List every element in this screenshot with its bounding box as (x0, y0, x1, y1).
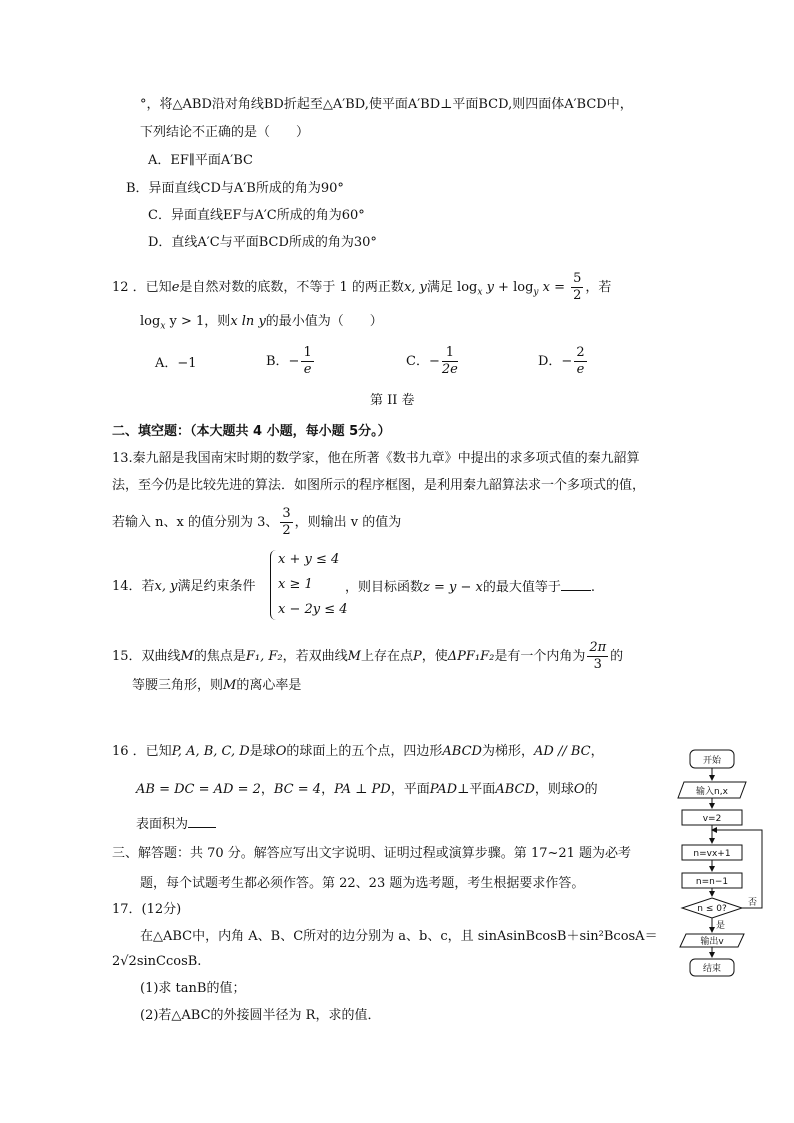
flow-output-label: 输出v (700, 937, 724, 947)
q13-line2: 法，至今仍是比较先进的算法．如图所示的程序框图，是利用秦九韶算法求一个多项式的值， (112, 478, 646, 493)
q13-line1: 13.秦九韶是我国南宋时期的数学家，他在所著《数书九章》中提出的求多项式值的秦九韶算 (112, 451, 640, 466)
q17-line1: 在△ABC中，内角 A、B、C所对的边分别为 a、b、c，且 sinAsinBcosB＋sin²BcosA＝ (140, 929, 658, 944)
q11-line1: °，将△ABD沿对角线BD折起至△A′BD,使平面A′BD⊥平面BCD,则四面体A′BCD中， (140, 97, 633, 112)
q14-constraint-3: x − 2y ≤ 4 (278, 602, 348, 617)
q12-fraction: $\frac{5}{2}$ (573, 271, 582, 303)
flow-init-label: v=2 (702, 814, 722, 824)
flow-step2-label: n=n−1 (695, 877, 729, 887)
flow-start-label: 开始 (702, 756, 722, 766)
q11-line2: 下列结论不正确的是（ ） (140, 125, 310, 140)
section3-line2: 题，每个试题考生都必须作答。第 22、23 题为选考题，考生根据要求作答。 (140, 876, 585, 891)
section2-header: 二、填空题：（本大题共 4 小题，每小题 5分。） (112, 424, 391, 439)
q12-option-c: C．− $\frac{1}{2e}$ (406, 345, 458, 377)
flow-yes-label: 是 (716, 921, 726, 931)
q11-option-c: C．异面直线EF与A′C所成的角为60° (148, 208, 365, 223)
q16-line1: 16 ．已知P, A, B, C, D是球O的球面上的五个点，四边形ABCD为梯形，AD // BC， (112, 744, 604, 759)
q17-line2: 2√2sinCcosB. (112, 954, 202, 969)
q12-line1: 12 ．已知e是自然对数的底数，不等于 1 的两正数x, y满足 $\log_x y + \log_y x$ = $\frac{5}{2}$ ，若 (112, 271, 612, 303)
q15-line2: 等腰三角形，则M的离心率是 (132, 678, 302, 693)
part2-title: 第 II 卷 (370, 393, 415, 408)
q11-option-a: A．EF∥平面A′BC (148, 153, 253, 168)
q17-sub2: (2)若△ABC的外接圆半径为 R，求的值． (140, 1008, 381, 1023)
section3-line1: 三、解答题：共 70 分。解答应写出文字说明、证明过程或演算步骤。第 17~21 题为必考 (112, 846, 632, 861)
q17-head: 17．(12分) (112, 902, 182, 917)
flowchart (670, 746, 780, 986)
flow-condition-label: n ≤ 0? (697, 904, 727, 914)
q17-sub1: (1)求 tanB的值； (140, 981, 246, 996)
q14-line: 14．若x, y满足约束条件 (112, 579, 256, 594)
q11-option-b: B．异面直线CD与A′B所成的角为90° (126, 181, 344, 196)
q12-option-b: B．− $\frac{1}{e}$ (266, 345, 312, 377)
q14-constraint-1: x + y ≤ 4 (278, 552, 340, 567)
q14-constraint-2: x ≥ 1 (278, 577, 313, 592)
q16-line2: AB = DC = AD = 2，BC = 4，PA ⊥ PD，平面PAD⊥平面ABCD，则球O的 (136, 782, 598, 797)
flow-input-label: 输入n,x (696, 787, 728, 797)
q16-line3: 表面积为 (136, 815, 216, 834)
flow-no-label: 否 (748, 898, 758, 908)
q12-line2: $\log_x y > 1$，则x ln y的最小值为（ ） (140, 314, 383, 332)
q15-line1: 15．双曲线M的焦点是F₁, F₂，若双曲线M上存在点P，使ΔPF₁F₂是有一个内角为 $\frac{2\pi}{3}$ 的 (112, 640, 624, 672)
flow-step1-label: n=vx+1 (693, 849, 731, 859)
q14-objective: ，则目标函数z = y − x的最大值等于 . (345, 580, 596, 595)
constraint-brace (270, 550, 277, 620)
q12-option-d: D．− $\frac{2}{e}$ (538, 345, 585, 377)
q13-line3: 若输入 n、x 的值分别为 3、 $\frac{3}{2}$ ，则输出 v 的值为 (112, 506, 402, 538)
q12-option-a: A．−1 (155, 356, 197, 371)
q11-option-d: D．直线A′C与平面BCD所成的角为30° (148, 235, 377, 250)
flow-end-label: 结束 (702, 964, 722, 974)
